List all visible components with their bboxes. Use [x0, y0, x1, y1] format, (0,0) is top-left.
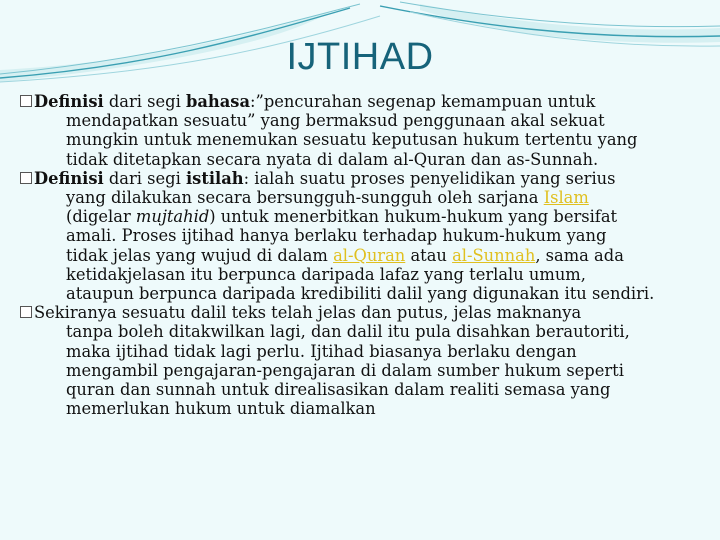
- italic-term: mujtahid: [135, 207, 210, 227]
- paragraph-line: mungkin untuk menemukan sesuatu keputusan hukum tertentu yang: [66, 130, 638, 150]
- slide-title: IJTIHAD: [286, 36, 434, 78]
- text-span: dari segi: [103, 92, 186, 111]
- text-span: dari segi: [103, 168, 186, 188]
- text-span: atau: [405, 245, 453, 265]
- paragraph-line: memerlukan hukum untuk diamalkan: [66, 399, 376, 419]
- paragraph-line: mengambil pengajaran-pengajaran di dalam sumber hukum seperti: [66, 360, 624, 380]
- text-span: tidak jelas yang wujud di dalam: [66, 245, 334, 265]
- square-bullet-icon: [20, 95, 32, 107]
- paragraph-line: ketidakjelasan itu berpunca daripada lafaz yang terlalu umum,: [66, 264, 586, 284]
- text-span: :”pencurahan segenap kemampuan untuk: [250, 92, 596, 111]
- link-al-quran[interactable]: al-Quran: [333, 245, 406, 265]
- paragraph-line: [66, 188, 696, 207]
- paragraph-line: quran dan sunnah untuk direalisasikan dalam realiti semasa yang: [66, 380, 611, 400]
- text-span: (digelar: [66, 207, 136, 227]
- bullet-paragraph-definisi-istilah: [20, 169, 696, 303]
- term-label: bahasa: [185, 92, 251, 111]
- paragraph-line: maka ijtihad tidak lagi perlu. Ijtihad biasanya berlaku dengan: [66, 341, 577, 361]
- text-span: , sama ada: [535, 245, 624, 265]
- text-span: yang dilakukan secara bersungguh-sungguh oleh sarjana: [66, 188, 544, 208]
- paragraph-line: ataupun berpunca daripada kredibiliti dalil yang digunakan itu sendiri.: [66, 284, 655, 304]
- paragraph-line: [66, 207, 696, 226]
- text-span: : ialah suatu proses penyelidikan yang serius: [243, 168, 616, 188]
- paragraph-line: [34, 169, 696, 188]
- paragraph-line: [66, 246, 696, 265]
- paragraph-line: tanpa boleh ditakwilkan lagi, dan dalil itu pula disahkan berautoriti,: [66, 322, 630, 342]
- paragraph-line: mendapatkan sesuatu” yang bermaksud penggunaan akal sekuat: [66, 111, 605, 131]
- bullet-paragraph-definisi-bahasa: [20, 92, 696, 169]
- paragraph-line: tidak ditetapkan secara nyata di dalam al-Quran dan as-Sunnah.: [66, 149, 599, 169]
- square-bullet-icon: [20, 306, 32, 318]
- bullet-paragraph-sekiranya: [20, 303, 696, 418]
- paragraph-line: [34, 92, 696, 111]
- term-label: Definisi: [34, 92, 104, 111]
- paragraph-line: amali. Proses ijtihad hanya berlaku terhadap hukum-hukum yang: [66, 226, 607, 246]
- link-al-sunnah[interactable]: al-Sunnah: [452, 245, 536, 265]
- term-label: istilah: [185, 168, 244, 188]
- link-islam[interactable]: Islam: [543, 188, 589, 208]
- slide-body: [20, 92, 696, 418]
- text-span: ) untuk menerbitkan hukum-hukum yang bersifat: [209, 207, 618, 227]
- square-bullet-icon: [20, 172, 32, 184]
- paragraph-line: Sekiranya sesuatu dalil teks telah jelas dan putus, jelas maknanya: [34, 303, 582, 323]
- term-label: Definisi: [34, 168, 104, 188]
